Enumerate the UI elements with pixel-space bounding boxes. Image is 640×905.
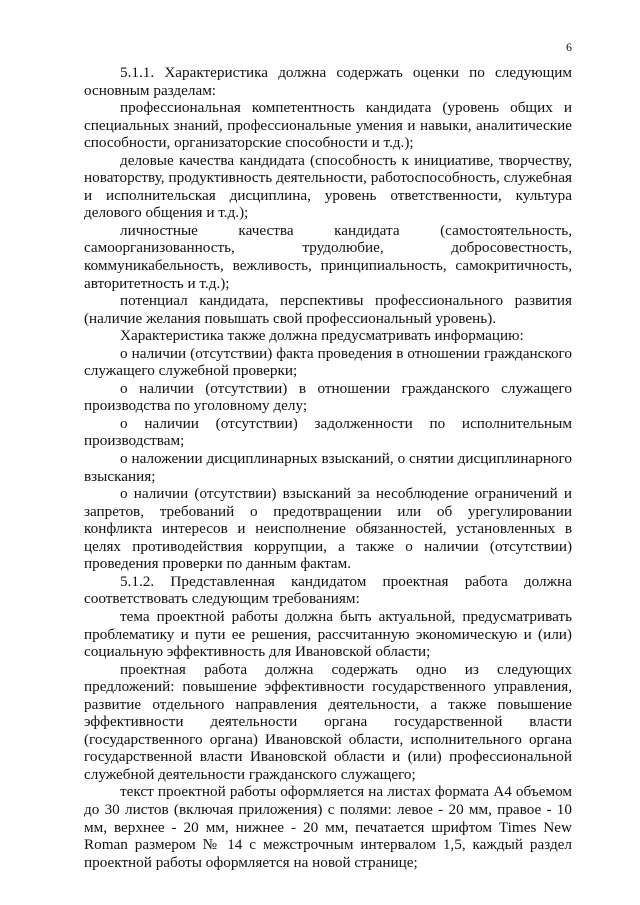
paragraph-candidate-potential: потенциал кандидата, перспективы профессионального развития (наличие желания повышать свой профессиональный уровень).: [84, 292, 572, 327]
paragraph-project-proposals: проектная работа должна содержать одно из следующих предложений: повышение эффективности государственного управления, развитие отдельного направления деятельности, а также повышение эффективности деятельности органа государственной власти (государственного органа) Ивановской области, исполнительного органа государственной власти Ивановской области и (или) профессиональной служебной деятельности гражданского служащего;: [84, 660, 572, 783]
paragraph-5-1-1-intro: 5.1.1. Характеристика должна содержать оценки по следующим основным разделам:: [84, 64, 572, 99]
paragraph-personal-qualities: личностные качества кандидата (самостоятельность, самоорганизованность, трудолюбие, добросовестность, коммуникабельность, вежливость, принципиальность, самокритичность, авторитетность и т.д.);: [84, 221, 572, 292]
paragraph-criminal-case: о наличии (отсутствии) в отношении гражданского служащего производства по уголовному делу;: [84, 379, 572, 415]
paragraph-enforcement-debt: о наличии (отсутствии) задолженности по исполнительным производствам;: [84, 414, 572, 450]
paragraph-project-formatting: текст проектной работы оформляется на листах формата А4 объемом до 30 листов (включая приложения) с полями: левое - 20 мм, правое - 10 мм, верхнее - 20 мм, нижнее - 20 мм, печатается шрифтом Times New Roman размером № 14 с межстрочным интервалом 1,5, каждый раздел проектной работы оформляется на новой странице;: [84, 783, 572, 871]
paragraph-disciplinary-sanctions: о наложении дисциплинарных взысканий, о снятии дисциплинарного взыскания;: [84, 450, 572, 485]
paragraph-characteristic-info: Характеристика также должна предусматривать информацию:: [120, 327, 524, 345]
paragraph-business-qualities: деловые качества кандидата (способность к инициативе, творчеству, новаторству, продуктивность деятельности, работоспособность, служебная и исполнительская дисциплина, уровень ответственности, культура делового общения и т.д.);: [84, 151, 572, 222]
paragraph-5-1-2-intro: 5.1.2. Представленная кандидатом проектная работа должна соответствовать следующим требованиям:: [84, 572, 572, 608]
document-body: [84, 64, 572, 871]
paragraph-project-topic: тема проектной работы должна быть актуальной, предусматривать проблематику и пути ее решения, рассчитанную экономическую и (или) социальную эффективность для Ивановской области;: [84, 607, 572, 661]
paragraph-service-inspection: о наличии (отсутствии) факта проведения в отношении гражданского служащего служебной проверки;: [84, 344, 572, 380]
paragraph-professional-competence: профессиональная компетентность кандидата (уровень общих и специальных знаний, профессиональные умения и навыки, аналитические способности, организаторские способности и т.д.);: [84, 99, 572, 152]
page-number: 6: [566, 40, 572, 54]
paragraph-anticorruption-sanctions: о наличии (отсутствии) взысканий за несоблюдение ограничений и запретов, требований о предотвращении или об урегулировании конфликта интересов и неисполнение обязанностей, установленных в целях противодействия коррупции, а также о наличии (отсутствии) проведения проверки по данным фактам.: [84, 485, 572, 573]
